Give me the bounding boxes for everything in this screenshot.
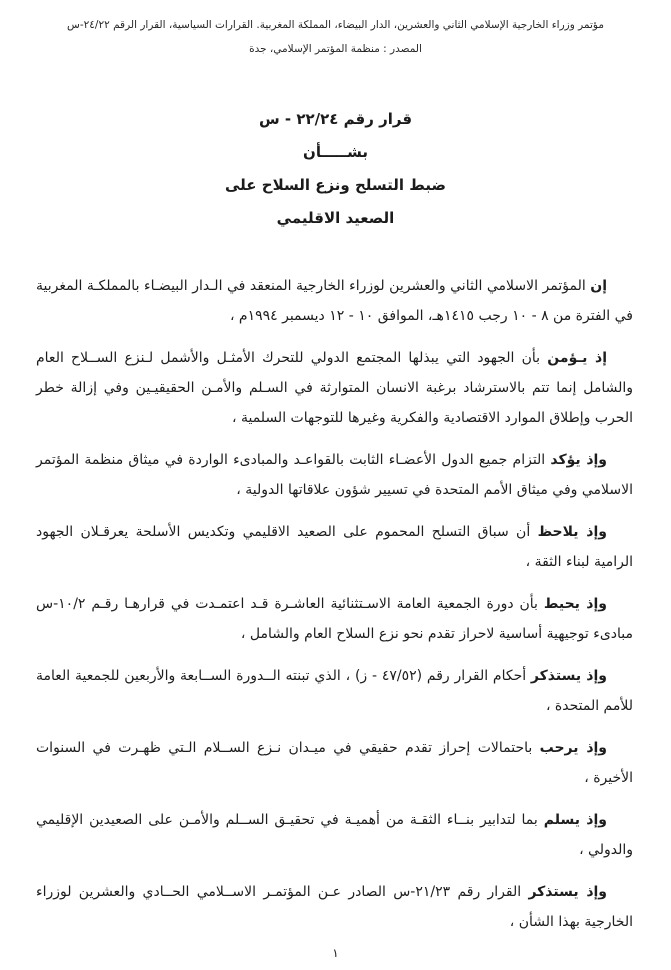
paragraph-preamble-4 bbox=[36, 517, 633, 577]
paragraph-preamble-9 bbox=[36, 877, 633, 937]
paragraph-lead: وإذ يؤكد bbox=[550, 452, 608, 468]
paragraph-text: أن سباق التسلح المحموم على الصعيد الاقليمي وتكديس الأسلحة يعرقـلان الجهود الرامية لبناء الثقة ، bbox=[36, 524, 633, 570]
paragraph-preamble-5 bbox=[36, 589, 633, 649]
page-number: ١ bbox=[332, 946, 339, 960]
paragraph-lead: وإذ يستذكر bbox=[528, 884, 608, 900]
paragraph-preamble-7 bbox=[36, 733, 633, 793]
paragraph-lead: وإذ يلاحظ bbox=[537, 524, 607, 540]
paragraph-preamble-8 bbox=[36, 805, 633, 865]
paragraph-lead: وإذ يسلم bbox=[543, 812, 607, 828]
paragraph-preamble-1 bbox=[36, 271, 633, 331]
title-line-scope: الصعيد الاقليمي bbox=[276, 209, 395, 227]
paragraph-preamble-3 bbox=[36, 445, 633, 505]
paragraph-preamble-6 bbox=[36, 661, 633, 721]
resolution-body bbox=[36, 271, 633, 937]
paragraph-text: بما لتدابير بنــاء الثقـة من أهميـة في تحقيـق الســلم والأمـن على الصعيدين الإقليمي والدولي ، bbox=[36, 812, 633, 858]
source-origin-line: المصدر : منظمة المؤتمر الإسلامي، جدة bbox=[249, 43, 422, 55]
paragraph-text: بأن دورة الجمعية العامة الاسـتثنائية العاشـرة قـد اعتمـدت في قرارهـا رقـم ١٠/٢-س مبادىء توجيهية أساسية لاحراز تقدم نحو نزع السلاح العام والشامل ، bbox=[36, 596, 633, 642]
source-citation-line: مؤتمر وزراء الخارجية الإسلامي الثاني والعشرين، الدار البيضاء، المملكة المغربية. القرارات السياسية، القرار الرقم ٢٤/٢٢-س bbox=[67, 19, 604, 31]
paragraph-text: بأن الجهود التي يبذلها المجتمع الدولي للتحرك الأمثـل والأشمل لـنزع الســلاح العام والشامل إنما تتم بالاسترشاد برغبة الانسان المتوارثة في السـلم والأمـن الحقيقيـين وفي إزالة خطر الحرب وإطلاق الموارد الاقتصادية والفكرية وغيرها للتوجهات السلمية ، bbox=[36, 350, 633, 426]
paragraph-lead: إذ يـؤمن bbox=[547, 350, 607, 366]
paragraph-lead: وإذ يستذكر bbox=[530, 668, 607, 684]
paragraph-text: المؤتمر الاسلامي الثاني والعشرين لوزراء الخارجية المنعقد في الـدار البيضـاء بالمملكـة المغربية في الفترة من ٨ - ١٠ رجب ١٤١٥هـ، الموافق ١٠ - ١٢ ديسمبر ١٩٩٤م ، bbox=[36, 278, 633, 324]
resolution-title-block bbox=[0, 103, 671, 235]
paragraph-preamble-2 bbox=[36, 343, 633, 433]
paragraph-lead: وإذ يرحب bbox=[539, 740, 608, 756]
paragraph-lead: إن bbox=[590, 278, 607, 294]
title-line-main: ضبط التسلح ونزع السلاح على bbox=[225, 176, 446, 194]
paragraph-lead: وإذ يحيط bbox=[543, 596, 607, 612]
resolution-number-line: قرار رقم ٢٢/٢٤ - س bbox=[258, 110, 413, 128]
paragraph-text: القرار رقم ٢١/٢٣-س الصادر عـن المؤتمـر الاســلامي الحــادي والعشرين لوزراء الخارجية بهذا الشأن ، bbox=[36, 884, 633, 930]
subject-word: بشـــــأن bbox=[303, 143, 368, 161]
source-header bbox=[0, 0, 671, 61]
paragraph-text: التزام جميع الدول الأعضـاء الثابت بالقواعـد والمبادىء الواردة في ميثاق منظمة المؤتمر الاسلامي وفي ميثاق الأمم المتحدة في تسيير شؤون علاقاتها الدولية ، bbox=[36, 452, 633, 498]
paragraph-text: باحتمالات إحراز تقدم حقيقي في ميـدان نـزع الســلام الـتي ظهـرت في السنوات الأخيرة ، bbox=[36, 740, 633, 786]
paragraph-text: أحكام القرار رقم (٤٧/٥٢ - ز) ، الذي تبنته الــدورة الســابعة والأربعين للجمعية العامة للأمم المتحدة ، bbox=[36, 668, 633, 714]
